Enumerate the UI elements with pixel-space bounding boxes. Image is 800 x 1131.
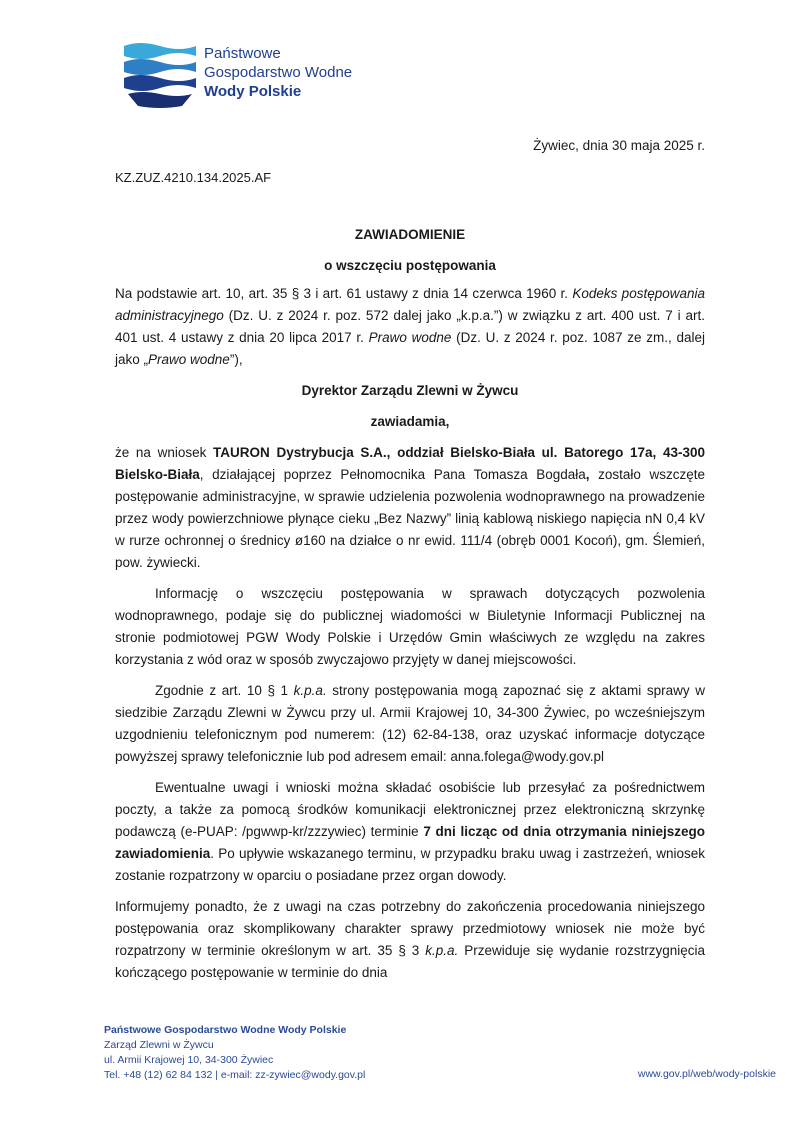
text-span: Informujemy ponadto, że z uwagi na czas potrzebny do zakończenia procedowania niniejszego postępowania oraz skomplikowany charakter sprawy przedmiotowy wniosek nie może być rozpatrzony w terminie określonym w art. 35 § 3 [115,899,705,958]
legal-basis-paragraph [115,283,705,371]
remarks-paragraph [115,777,705,887]
text-span-italic: Kodeks postępowania administracyjnego [115,286,705,323]
publication-paragraph: Informację o wszczęciu postępowania w sprawach dotyczących pozwolenia wodnoprawnego, podaje się do publicznej wiadomości w Biuletynie Informacji Publicznej na stronie podmiotowej PGW Wody Polskie i Urzędów Gmin właściwych ze względu na zakres korzystania z wód oraz w sposób zwyczajowo przyjęty w danej miejscowości. [115,586,705,667]
text-span: strony postępowania mogą zapoznać się z aktami sprawy w siedzibie Zarządu Zlewni w Żywcu przy ul. Armii Krajowej 10, 34-300 Żywiec, po wcześniejszym uzgodnieniu telefonicznym pod numerem: (12) 62-84-138, oraz uzyskać informacje dotyczące powyższej sprawy telefonicznie lub pod adresem email: anna.folega@wody.gov.pl [115,683,705,764]
notifies-heading: zawiadamia, [370,414,450,429]
text-span: . Po upływie wskazanego terminu, w przypadku braku uwag i zastrzeżeń, wniosek zostanie rozpatrzony w oparciu o posiadane przez organ dowody. [115,846,705,883]
text-span: Zgodnie z art. 10 § 1 [155,683,294,698]
logo-wave-3 [124,75,196,91]
text-span-italic: k.p.a. [293,683,327,698]
logo-wave-1 [124,43,196,59]
access-paragraph [115,680,705,768]
logo-line-1: Państwowe [204,45,281,62]
text-span: Ewentualne uwagi i wnioski można składać osobiście lub przesyłać za pośrednictwem poczty, a także za pomocą środków komunikacji elektronicznej przez elektroniczną skrzynkę podawczą (e-PUAP: /pgwwp-kr/zzzywiec) terminie [115,780,705,839]
document-subtitle: o wszczęciu postępowania [324,258,496,273]
text-span: Na podstawie art. 10, art. 35 § 3 i art. 61 ustawy z dnia 14 czerwca 1960 r. [115,286,573,301]
text-span: ”), [229,352,243,367]
text-span-italic: Prawo wodne [148,352,230,367]
logo-text [204,44,352,101]
authority-name: Dyrektor Zarządu Zlewni w Żywcu [301,383,519,398]
application-paragraph [115,442,705,574]
document-body [115,224,705,993]
document-date: Żywiec, dnia 30 maja 2025 r. [533,138,705,153]
reference-number: KZ.ZUZ.4210.134.2025.AF [115,170,272,185]
footer-unit: Zarząd Zlewni w Żywcu [104,1039,214,1051]
footer-contact: Tel. +48 (12) 62 84 132 | e-mail: zz-zywiec@wody.gov.pl [104,1069,366,1081]
logo-line-2: Gospodarstwo Wodne [204,64,353,81]
footer [104,1023,365,1083]
logo-wave-4 [128,92,192,108]
document-title: ZAWIADOMIENIE [354,227,466,242]
logo-wave-2 [124,59,196,75]
text-span: , działającej poprzez Pełnomocnika Pana Tomasza Bogdała [199,467,586,482]
text-span: że na wniosek [115,445,214,460]
footer-org: Państwowe Gospodarstwo Wodne Wody Polskie [104,1024,347,1036]
text-span-italic: Prawo wodne [368,330,452,345]
timeline-paragraph [115,896,705,984]
text-span: zostało wszczęte postępowanie administracyjne, w sprawie udzielenia pozwolenia wodnoprawnego na prowadzenie przez wody powierzchniowe płynące cieku „Bez Nazwy” linią kablową niskiego napięcia nN 0,4 kV w rurze ochronnej o średnicy ø160 na działce o nr ewid. 111/4 (obręb 0001 Kocoń), gm. Ślemień, pow. żywiecki. [115,467,706,570]
deadline-text: 7 dni licząc od dnia otrzymania niniejszego zawiadomienia [115,824,705,861]
applicant-name: TAURON Dystrybucja S.A., oddział Bielsko-Biała ul. Batorego 17a, 43-300 Bielsko-Biała [115,445,705,482]
text-span-bold: , [585,467,590,482]
footer-address: ul. Armii Krajowej 10, 34-300 Żywiec [104,1054,274,1066]
logo-line-3: Wody Polskie [204,83,302,100]
text-span: (Dz. U. z 2024 r. poz. 572 dalej jako „k.p.a.”) w związku z art. 400 ust. 7 i art. 401 ust. 4 ustawy z dnia 20 lipca 2017 r. [115,308,705,345]
text-span: Przewiduje się wydanie rozstrzygnięcia kończącego postępowanie w terminie do dnia [115,943,705,980]
text-span-italic: k.p.a. [425,943,459,958]
footer-url-link[interactable]: www.gov.pl/web/wody-polskie [637,1068,776,1080]
text-span: (Dz. U. z 2024 r. poz. 1087 ze zm., dalej jako „ [115,330,705,367]
